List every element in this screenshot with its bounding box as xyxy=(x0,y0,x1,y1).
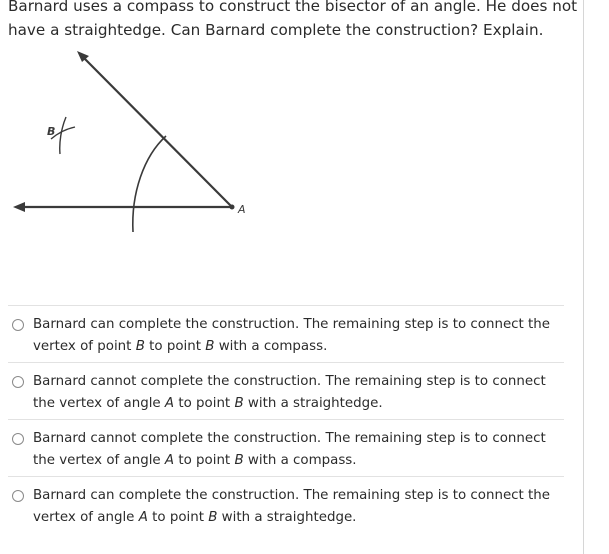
vertex-a-point xyxy=(230,205,235,210)
upper-ray xyxy=(81,55,232,207)
answer-choice-text: Barnard cannot complete the construction. The remaining step is to connect the vertex of angle A to point B with a straightedge. xyxy=(33,374,546,411)
arc-mark-1 xyxy=(60,117,66,154)
answer-choice-3[interactable] xyxy=(8,419,564,476)
radio-button[interactable] xyxy=(12,433,24,445)
answer-choices xyxy=(8,305,564,533)
label-a: A xyxy=(238,203,246,216)
answer-choice-text: Barnard can complete the construction. The remaining step is to connect the vertex of angle A to point B with a straightedge. xyxy=(33,488,551,525)
question-text: Barnard uses a compass to construct the bisector of an angle. He does not have a straightedge. Can Barnard complete the construction? Explain. xyxy=(8,0,578,39)
lower-ray-arrowhead xyxy=(13,202,25,212)
answer-choice-1[interactable] xyxy=(8,305,564,362)
radio-button[interactable] xyxy=(12,490,24,502)
answer-choice-text: Barnard cannot complete the construction. The remaining step is to connect the vertex of angle A to point B with a compass. xyxy=(33,431,546,468)
compass-arc xyxy=(133,136,166,232)
radio-button[interactable] xyxy=(12,376,24,388)
answer-choice-2[interactable] xyxy=(8,362,564,419)
answer-choice-4[interactable] xyxy=(8,476,564,533)
label-b: B xyxy=(47,125,56,138)
radio-button[interactable] xyxy=(12,319,24,331)
answer-choice-text: Barnard can complete the construction. The remaining step is to connect the vertex of point B to point B with a compass. xyxy=(33,317,551,354)
